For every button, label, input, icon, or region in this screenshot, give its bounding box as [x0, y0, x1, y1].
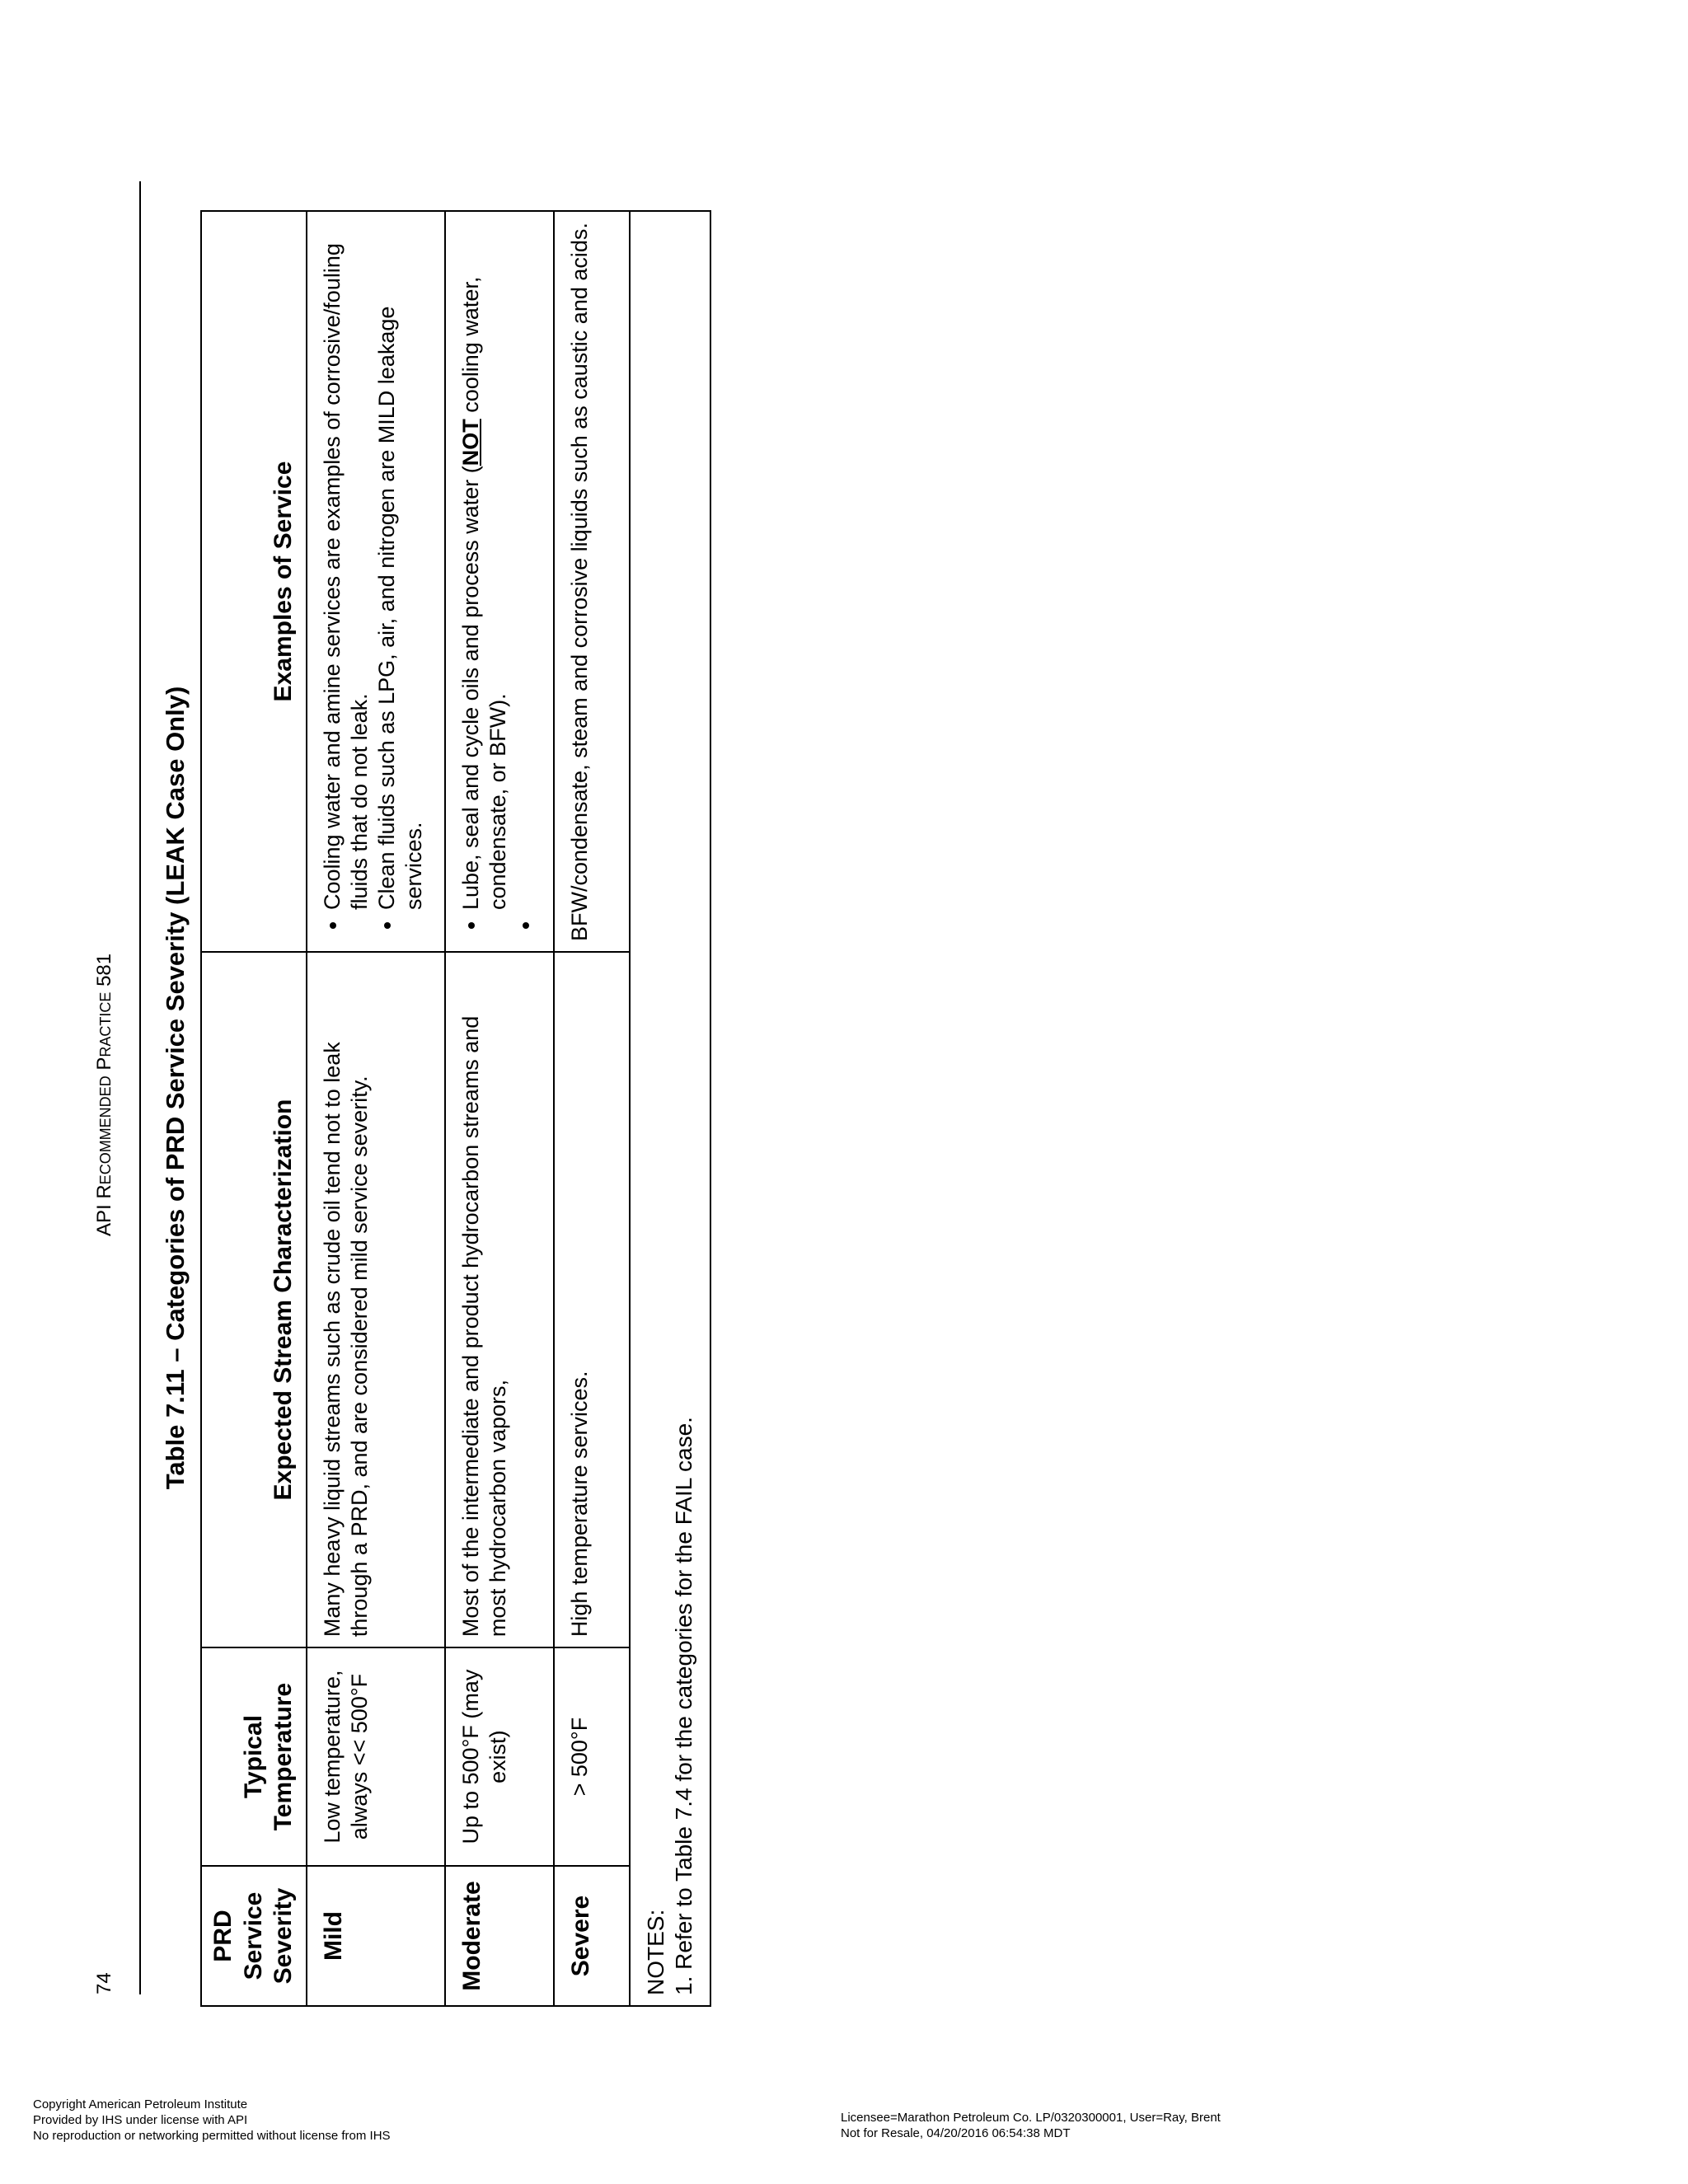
running-head-suffix: 581 [93, 953, 115, 992]
examples-severe: BFW/condensate, steam and corrosive liquids such as caustic and acids. [554, 211, 630, 952]
examples-moderate-text-pre: Lube, seal and cycle oils and process water ( [457, 466, 483, 911]
table-title: Table 7.11 – Categories of PRD Service Severity (LEAK Case Only) [161, 686, 190, 1490]
footer-copyright: Copyright American Petroleum Institute [33, 2097, 248, 2111]
col-header-severity: PRD Service Severity [201, 1866, 307, 2006]
running-head-prefix: API R [93, 1184, 115, 1236]
examples-moderate-text-post: cooling water, condensate, or BFW). [457, 276, 510, 911]
characterization-mild: Many heavy liquid streams such as crude oil tend not to leak through a PRD, and are considered mild service severity. [307, 952, 445, 1647]
footer-right [841, 2111, 1221, 2142]
examples-moderate-not: NOT [457, 419, 483, 466]
table-row-severe [554, 211, 630, 2006]
rotated-page [78, 181, 705, 1994]
col-header-characterization: Expected Stream Characterization [201, 952, 307, 1647]
examples-mild-item: • Cooling water and amine services are examples of corrosive/fouling fluids that do not leak. [319, 222, 373, 910]
table-row-moderate [445, 211, 554, 2006]
col-header-temperature: Typical Temperature [201, 1647, 307, 1866]
running-head-smallcaps-2: RACTICE [97, 991, 114, 1057]
footer-not-for-resale: Not for Resale, 04/20/2016 06:54:38 MDT [841, 2125, 1071, 2140]
table-notes [630, 211, 710, 2006]
running-head-mid: P [93, 1057, 115, 1076]
notes-item: 1. Refer to Table 7.4 for the categories for the FAIL case. [670, 1417, 696, 1995]
severity-mild: Mild [307, 1866, 445, 2006]
examples-mild [307, 211, 445, 952]
table-notes-row [630, 211, 710, 2006]
running-head-smallcaps-1: ECOMMENDED [97, 1076, 114, 1185]
examples-moderate-empty-item [512, 222, 539, 910]
col-header-examples: Examples of Service [201, 211, 307, 952]
temperature-moderate: Up to 500°F (may exist) [445, 1647, 554, 1866]
table-header-row [201, 211, 307, 2006]
footer-licensee: Licensee=Marathon Petroleum Co. LP/0320300001, User=Ray, Brent [841, 2111, 1221, 2125]
temperature-severe: > 500°F [554, 1647, 630, 1866]
notes-heading: NOTES: [642, 1909, 668, 1995]
examples-moderate-item [457, 222, 512, 910]
page-number: 74 [93, 1972, 115, 1994]
examples-mild-item: • Clean fluids such as LPG, air, and nitrogen are MILD leakage services. [373, 222, 428, 910]
severity-moderate: Moderate [445, 1866, 554, 2006]
running-head [93, 954, 116, 1236]
footer-no-reproduction: No reproduction or networking permitted without license from IHS [33, 2128, 391, 2143]
severity-severe: Severe [554, 1866, 630, 2006]
examples-moderate [445, 211, 554, 952]
table-row-mild [307, 211, 445, 2006]
characterization-severe: High temperature services. [554, 952, 630, 1647]
temperature-mild: Low temperature, always << 500°F [307, 1647, 445, 1866]
footer-provided-by: Provided by IHS under license with API [33, 2112, 248, 2127]
severity-table [200, 210, 711, 2007]
footer-left [33, 2097, 391, 2144]
page-header [78, 181, 141, 1994]
characterization-moderate: Most of the intermediate and product hydrocarbon streams and most hydrocarbon vapors, [445, 952, 554, 1647]
